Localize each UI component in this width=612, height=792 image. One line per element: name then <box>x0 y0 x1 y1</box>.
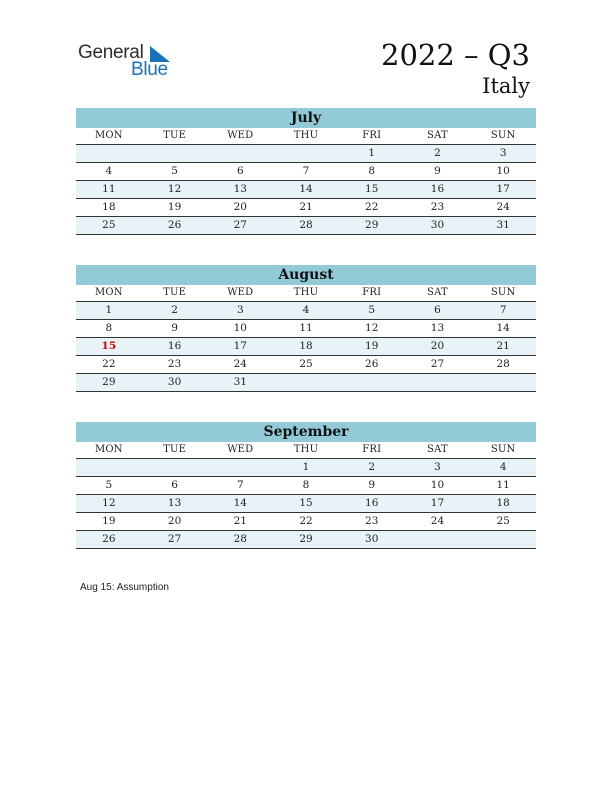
date-cell: 7 <box>302 165 310 177</box>
date-cell: 13 <box>167 497 182 509</box>
date-cell: 31 <box>233 376 247 388</box>
week-row <box>76 199 536 217</box>
date-cell: 10 <box>233 322 247 334</box>
weekday-label: SUN <box>490 444 516 455</box>
country-name: Italy <box>482 74 530 98</box>
date-cell <box>405 374 471 391</box>
date-cell: 20 <box>167 515 182 527</box>
date-cell: 4 <box>302 304 310 316</box>
date-cell: 5 <box>171 165 178 177</box>
date-cell: 25 <box>299 358 313 370</box>
week-row <box>76 181 536 199</box>
date-cell: 9 <box>434 165 441 177</box>
date-cell: 14 <box>233 497 247 509</box>
weekday-label: SAT <box>427 130 448 141</box>
date-cell: 18 <box>496 497 510 509</box>
date-cell: 20 <box>430 340 445 352</box>
month-september <box>76 422 536 549</box>
date-cell: 21 <box>496 340 510 352</box>
date-cell <box>142 459 208 476</box>
date-cell <box>405 531 471 548</box>
date-cell <box>470 531 536 548</box>
date-cell: 12 <box>102 497 116 509</box>
date-cell: 2 <box>368 461 376 473</box>
weekday-label: SUN <box>490 130 516 141</box>
date-cell: 6 <box>434 304 441 316</box>
date-cell: 17 <box>496 183 510 195</box>
weekday-header-row <box>76 285 536 302</box>
weekday-label: SAT <box>427 287 448 298</box>
date-cell: 28 <box>233 533 247 545</box>
weekday-label: SUN <box>490 287 516 298</box>
weekday-label: FRI <box>362 287 382 298</box>
weekday-label: MON <box>94 287 123 298</box>
date-cell: 26 <box>365 358 379 370</box>
date-cell: 4 <box>499 461 507 473</box>
date-cell: 12 <box>365 322 379 334</box>
date-cell: 12 <box>167 183 182 195</box>
date-cell: 1 <box>105 304 113 316</box>
generalblue-logo <box>78 42 178 82</box>
date-cell: 26 <box>102 533 116 545</box>
date-cell: 19 <box>167 201 182 213</box>
date-cell: 31 <box>496 219 510 231</box>
week-row <box>76 459 536 477</box>
holiday-note: Aug 15: Assumption <box>80 582 169 593</box>
date-cell: 9 <box>368 479 376 491</box>
date-cell: 27 <box>233 219 247 231</box>
date-cell: 21 <box>233 515 247 527</box>
weekday-header-row <box>76 442 536 459</box>
weekday-label: MON <box>94 444 123 455</box>
month-header: July <box>76 108 536 128</box>
date-cell: 11 <box>299 322 313 334</box>
date-cell: 28 <box>496 358 510 370</box>
week-row <box>76 356 536 374</box>
date-cell <box>76 459 142 476</box>
date-cell: 15 <box>365 183 379 195</box>
week-row <box>76 338 536 356</box>
weekday-label: TUE <box>163 130 187 141</box>
week-row <box>76 477 536 495</box>
week-row <box>76 217 536 235</box>
logo-text-blue: Blue <box>131 59 168 80</box>
date-cell: 11 <box>102 183 116 195</box>
date-cell: 13 <box>430 322 445 334</box>
weekday-label: TUE <box>163 287 187 298</box>
weekday-header-row <box>76 128 536 145</box>
date-cell: 16 <box>365 497 379 509</box>
date-cell: 19 <box>102 515 116 527</box>
holiday-date-cell: 15 <box>101 340 117 352</box>
date-cell: 9 <box>171 322 178 334</box>
date-cell: 30 <box>365 533 379 545</box>
weekday-label: TUE <box>163 444 187 455</box>
date-cell: 3 <box>499 147 507 159</box>
date-cell: 16 <box>167 340 182 352</box>
date-cell <box>76 145 142 162</box>
date-cell: 3 <box>236 304 244 316</box>
date-cell <box>273 374 339 391</box>
date-cell: 2 <box>434 147 441 159</box>
week-row <box>76 495 536 513</box>
date-cell: 24 <box>430 515 445 527</box>
date-cell: 2 <box>171 304 178 316</box>
date-cell: 17 <box>430 497 445 509</box>
week-row <box>76 145 536 163</box>
date-cell: 4 <box>105 165 113 177</box>
date-cell: 5 <box>105 479 113 491</box>
date-cell: 6 <box>236 165 244 177</box>
date-cell: 7 <box>499 304 507 316</box>
date-cell: 8 <box>302 479 310 491</box>
date-cell: 10 <box>430 479 445 491</box>
weekday-label: THU <box>293 444 319 455</box>
date-cell: 27 <box>430 358 445 370</box>
date-cell: 6 <box>171 479 178 491</box>
date-cell: 11 <box>496 479 510 491</box>
date-cell: 30 <box>430 219 445 231</box>
date-cell: 7 <box>236 479 244 491</box>
date-cell: 18 <box>102 201 116 213</box>
date-cell: 27 <box>167 533 182 545</box>
weekday-label: THU <box>293 130 319 141</box>
weekday-label: THU <box>293 287 319 298</box>
weekday-label: WED <box>227 287 254 298</box>
date-cell: 10 <box>496 165 510 177</box>
date-cell: 24 <box>233 358 247 370</box>
date-cell: 29 <box>365 219 379 231</box>
week-row <box>76 320 536 338</box>
month-august <box>76 265 536 392</box>
date-cell: 30 <box>167 376 182 388</box>
date-cell: 21 <box>299 201 313 213</box>
month-header: September <box>76 422 536 442</box>
weekday-label: WED <box>227 130 254 141</box>
week-row <box>76 374 536 392</box>
date-cell <box>470 374 536 391</box>
date-cell: 13 <box>233 183 247 195</box>
date-cell: 8 <box>105 322 113 334</box>
weekday-label: WED <box>227 444 254 455</box>
date-cell: 22 <box>102 358 116 370</box>
page-title: 2022 – Q3 <box>381 38 530 72</box>
date-cell: 17 <box>233 340 247 352</box>
date-cell: 23 <box>365 515 379 527</box>
date-cell: 29 <box>299 533 313 545</box>
date-cell <box>339 374 405 391</box>
date-cell: 23 <box>167 358 182 370</box>
date-cell: 23 <box>430 201 445 213</box>
date-cell: 25 <box>496 515 510 527</box>
date-cell: 29 <box>102 376 116 388</box>
date-cell <box>273 145 339 162</box>
date-cell: 28 <box>299 219 313 231</box>
date-cell: 1 <box>302 461 310 473</box>
week-row <box>76 302 536 320</box>
date-cell: 25 <box>102 219 116 231</box>
month-header: August <box>76 265 536 285</box>
week-row <box>76 513 536 531</box>
date-cell: 16 <box>430 183 445 195</box>
weekday-label: MON <box>94 130 123 141</box>
date-cell <box>207 145 273 162</box>
date-cell: 3 <box>434 461 441 473</box>
date-cell: 22 <box>299 515 313 527</box>
date-cell: 15 <box>299 497 313 509</box>
date-cell: 8 <box>368 165 376 177</box>
date-cell: 22 <box>365 201 379 213</box>
date-cell: 1 <box>368 147 376 159</box>
month-july <box>76 108 536 235</box>
weekday-label: SAT <box>427 444 448 455</box>
date-cell: 24 <box>496 201 510 213</box>
date-cell <box>207 459 273 476</box>
date-cell: 19 <box>365 340 379 352</box>
date-cell: 26 <box>167 219 182 231</box>
date-cell: 14 <box>496 322 510 334</box>
date-cell: 5 <box>368 304 376 316</box>
week-row <box>76 163 536 181</box>
weekday-label: FRI <box>362 130 382 141</box>
date-cell: 14 <box>299 183 313 195</box>
weekday-label: FRI <box>362 444 382 455</box>
week-row <box>76 531 536 549</box>
logo-text-general: General <box>78 42 144 63</box>
date-cell <box>142 145 208 162</box>
date-cell: 20 <box>233 201 247 213</box>
date-cell: 18 <box>299 340 313 352</box>
